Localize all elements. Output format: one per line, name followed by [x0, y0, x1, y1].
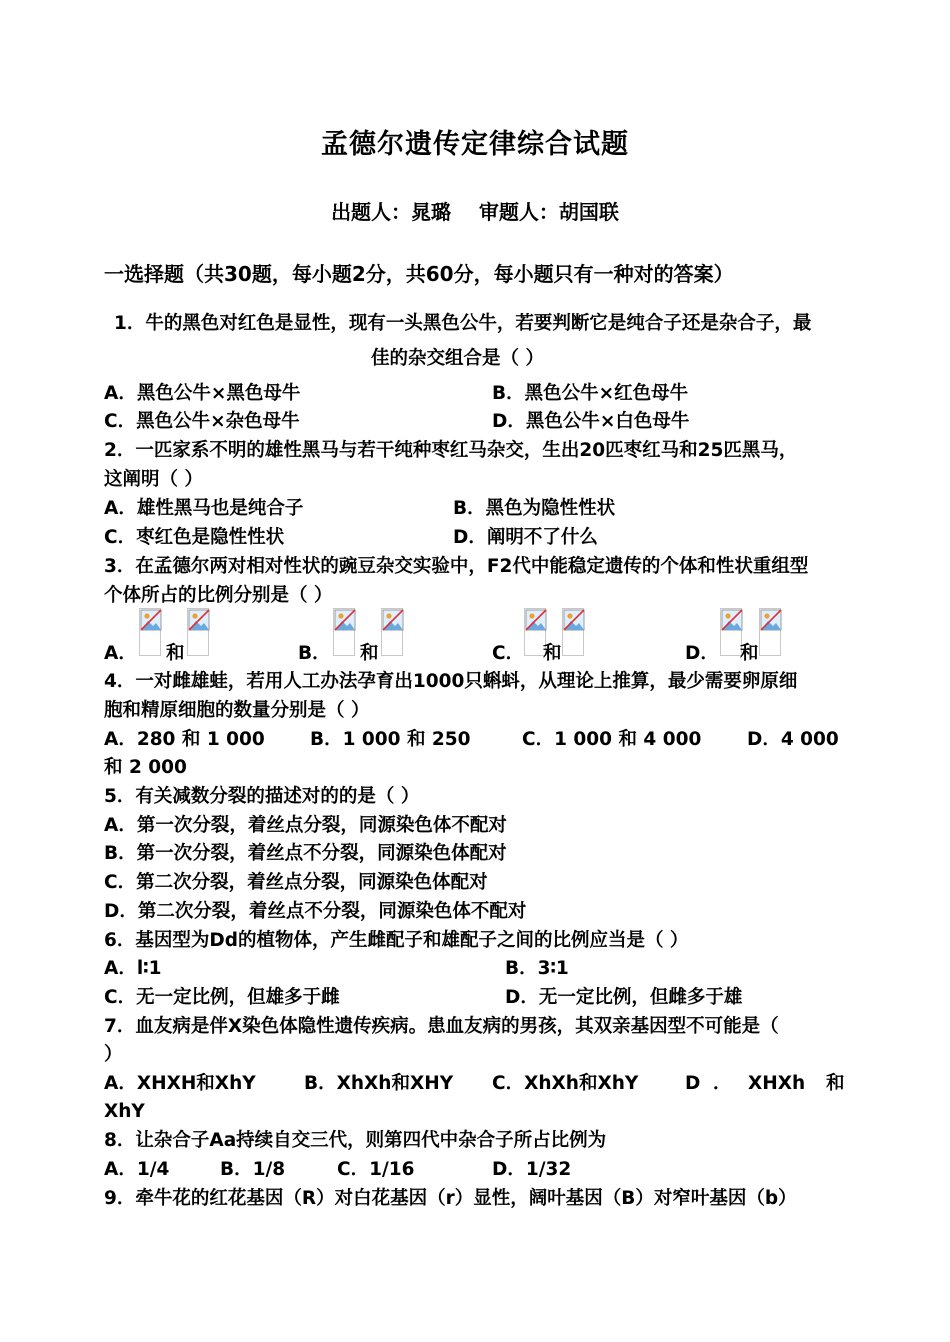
q2-option-d: D．阐明不了什么 [453, 527, 598, 548]
q1-option-b: B．黑色公牛×红色母牛 [492, 383, 689, 404]
q2-option-b: B．黑色为隐性性状 [453, 498, 616, 519]
q8-option-b: B．1/8 [220, 1159, 286, 1180]
q4-stem-line2: 胞和精原细胞的数量分别是（ ） [104, 700, 370, 721]
q6-option-c: C．无一定比例，但雄多于雌 [104, 987, 340, 1008]
q3-and-d: 和 [740, 643, 759, 664]
q8-option-c: C．1/16 [337, 1159, 415, 1180]
broken-image-icon [562, 608, 584, 656]
q3-and-b: 和 [360, 643, 379, 664]
q3-option-c: C． [492, 643, 525, 664]
broken-image-icon [720, 608, 742, 656]
q4-option-b: B．1 000 和 250 [310, 729, 471, 750]
q3-stem-line1: 3．在孟德尔两对相对性状的豌豆杂交实验中，F2代中能稳定遗传的个体和性状重组型 [104, 556, 809, 577]
q7-option-d-dot: ． [713, 1073, 732, 1094]
q2-option-c: C．枣红色是隐性性状 [104, 527, 285, 548]
q3-option-d: D． [685, 643, 719, 664]
q2-stem-line1: 2．一匹家系不明的雄性黑马与若干纯种枣红马杂交，生出20匹枣红马和25匹黑马， [104, 440, 798, 461]
q6-option-b: B．3∶1 [505, 958, 569, 979]
q7-option-b: B．XhXh和XHY [304, 1073, 454, 1094]
q3-stem-line2: 个体所占的比例分别是（ ） [104, 585, 333, 606]
q5-option-c: C．第二次分裂，着丝点分裂，同源染色体配对 [104, 872, 488, 893]
q1-option-a: A．黑色公牛×黑色母牛 [104, 383, 301, 404]
q4-option-a: A．280 和 1 000 [104, 729, 265, 750]
q4-option-d: D．4 000 [747, 729, 839, 750]
q6-option-a: A．l∶1 [104, 958, 162, 979]
q7-option-c: C．XhXh和XhY [492, 1073, 639, 1094]
q1-stem-line1: 1．牛的黑色对红色是显性，现有一头黑色公牛，若要判断它是纯合子还是杂合子，最 [114, 313, 812, 334]
q5-option-d: D．第二次分裂，着丝点不分裂，同源染色体不配对 [104, 901, 527, 922]
q9-stem: 9．牵牛花的红花基因（R）对白花基因（r）显性，阔叶基因（B）对窄叶基因（b） [104, 1188, 797, 1209]
q5-option-b: B．第一次分裂，着丝点不分裂，同源染色体配对 [104, 843, 507, 864]
q7-stem-line1: 7．血友病是伴X染色体隐性遗传疾病。患血友病的男孩，其双亲基因型不可能是（ [104, 1016, 779, 1037]
q1-stem-line2: 佳的杂交组合是（ ） [371, 348, 544, 369]
q3-option-b: B． [298, 643, 331, 664]
q1-option-c: C．黑色公牛×杂色母牛 [104, 411, 300, 432]
q5-option-a: A．第一次分裂，着丝点分裂，同源染色体不配对 [104, 815, 507, 836]
page-title: 孟德尔遗传定律综合试题 [321, 129, 629, 160]
q8-stem: 8．让杂合子Aa持续自交三代，则第四代中杂合子所占比例为 [104, 1130, 607, 1151]
q7-option-d-cont: XhY [104, 1101, 145, 1122]
q3-and-a: 和 [166, 643, 185, 664]
authors-line: 出题人：晁璐 审题人：胡国联 [331, 200, 619, 224]
q2-stem-line2: 这阐明（ ） [104, 469, 203, 490]
q7-option-d-letter: D [685, 1073, 701, 1094]
q8-option-a: A．1/4 [104, 1159, 170, 1180]
q7-option-d-and: 和 [826, 1073, 845, 1094]
q7-stem-line2: ） [104, 1044, 123, 1065]
q5-stem: 5．有关减数分裂的描述对的的是（ ） [104, 786, 420, 807]
q7-option-a: A．XHXH和XhY [104, 1073, 256, 1094]
broken-image-icon [381, 608, 403, 656]
q4-option-d-cont: 和 2 000 [104, 757, 187, 778]
broken-image-icon [139, 608, 161, 656]
broken-image-icon [333, 608, 355, 656]
q3-option-a: A． [104, 643, 137, 664]
q2-option-a: A．雄性黑马也是纯合子 [104, 498, 304, 519]
q1-option-d: D．黑色公牛×白色母牛 [492, 411, 690, 432]
broken-image-icon [187, 608, 209, 656]
q8-option-d: D．1/32 [492, 1159, 572, 1180]
q4-stem-line1: 4．一对雌雄蛙，若用人工办法孕育出1000只蝌蚪，从理论上推算，最少需要卵原细 [104, 671, 798, 692]
broken-image-icon [759, 608, 781, 656]
q6-option-d: D．无一定比例，但雌多于雄 [505, 987, 743, 1008]
q3-and-c: 和 [543, 643, 562, 664]
q7-option-d-genotype: XHXh [748, 1073, 806, 1094]
q6-stem: 6．基因型为Dd的植物体，产生雌配子和雄配子之间的比例应当是（ ） [104, 930, 689, 951]
section-heading: 一选择题（共30题，每小题2分，共60分，每小题只有一种对的答案） [104, 262, 734, 286]
q4-option-c: C．1 000 和 4 000 [522, 729, 702, 750]
